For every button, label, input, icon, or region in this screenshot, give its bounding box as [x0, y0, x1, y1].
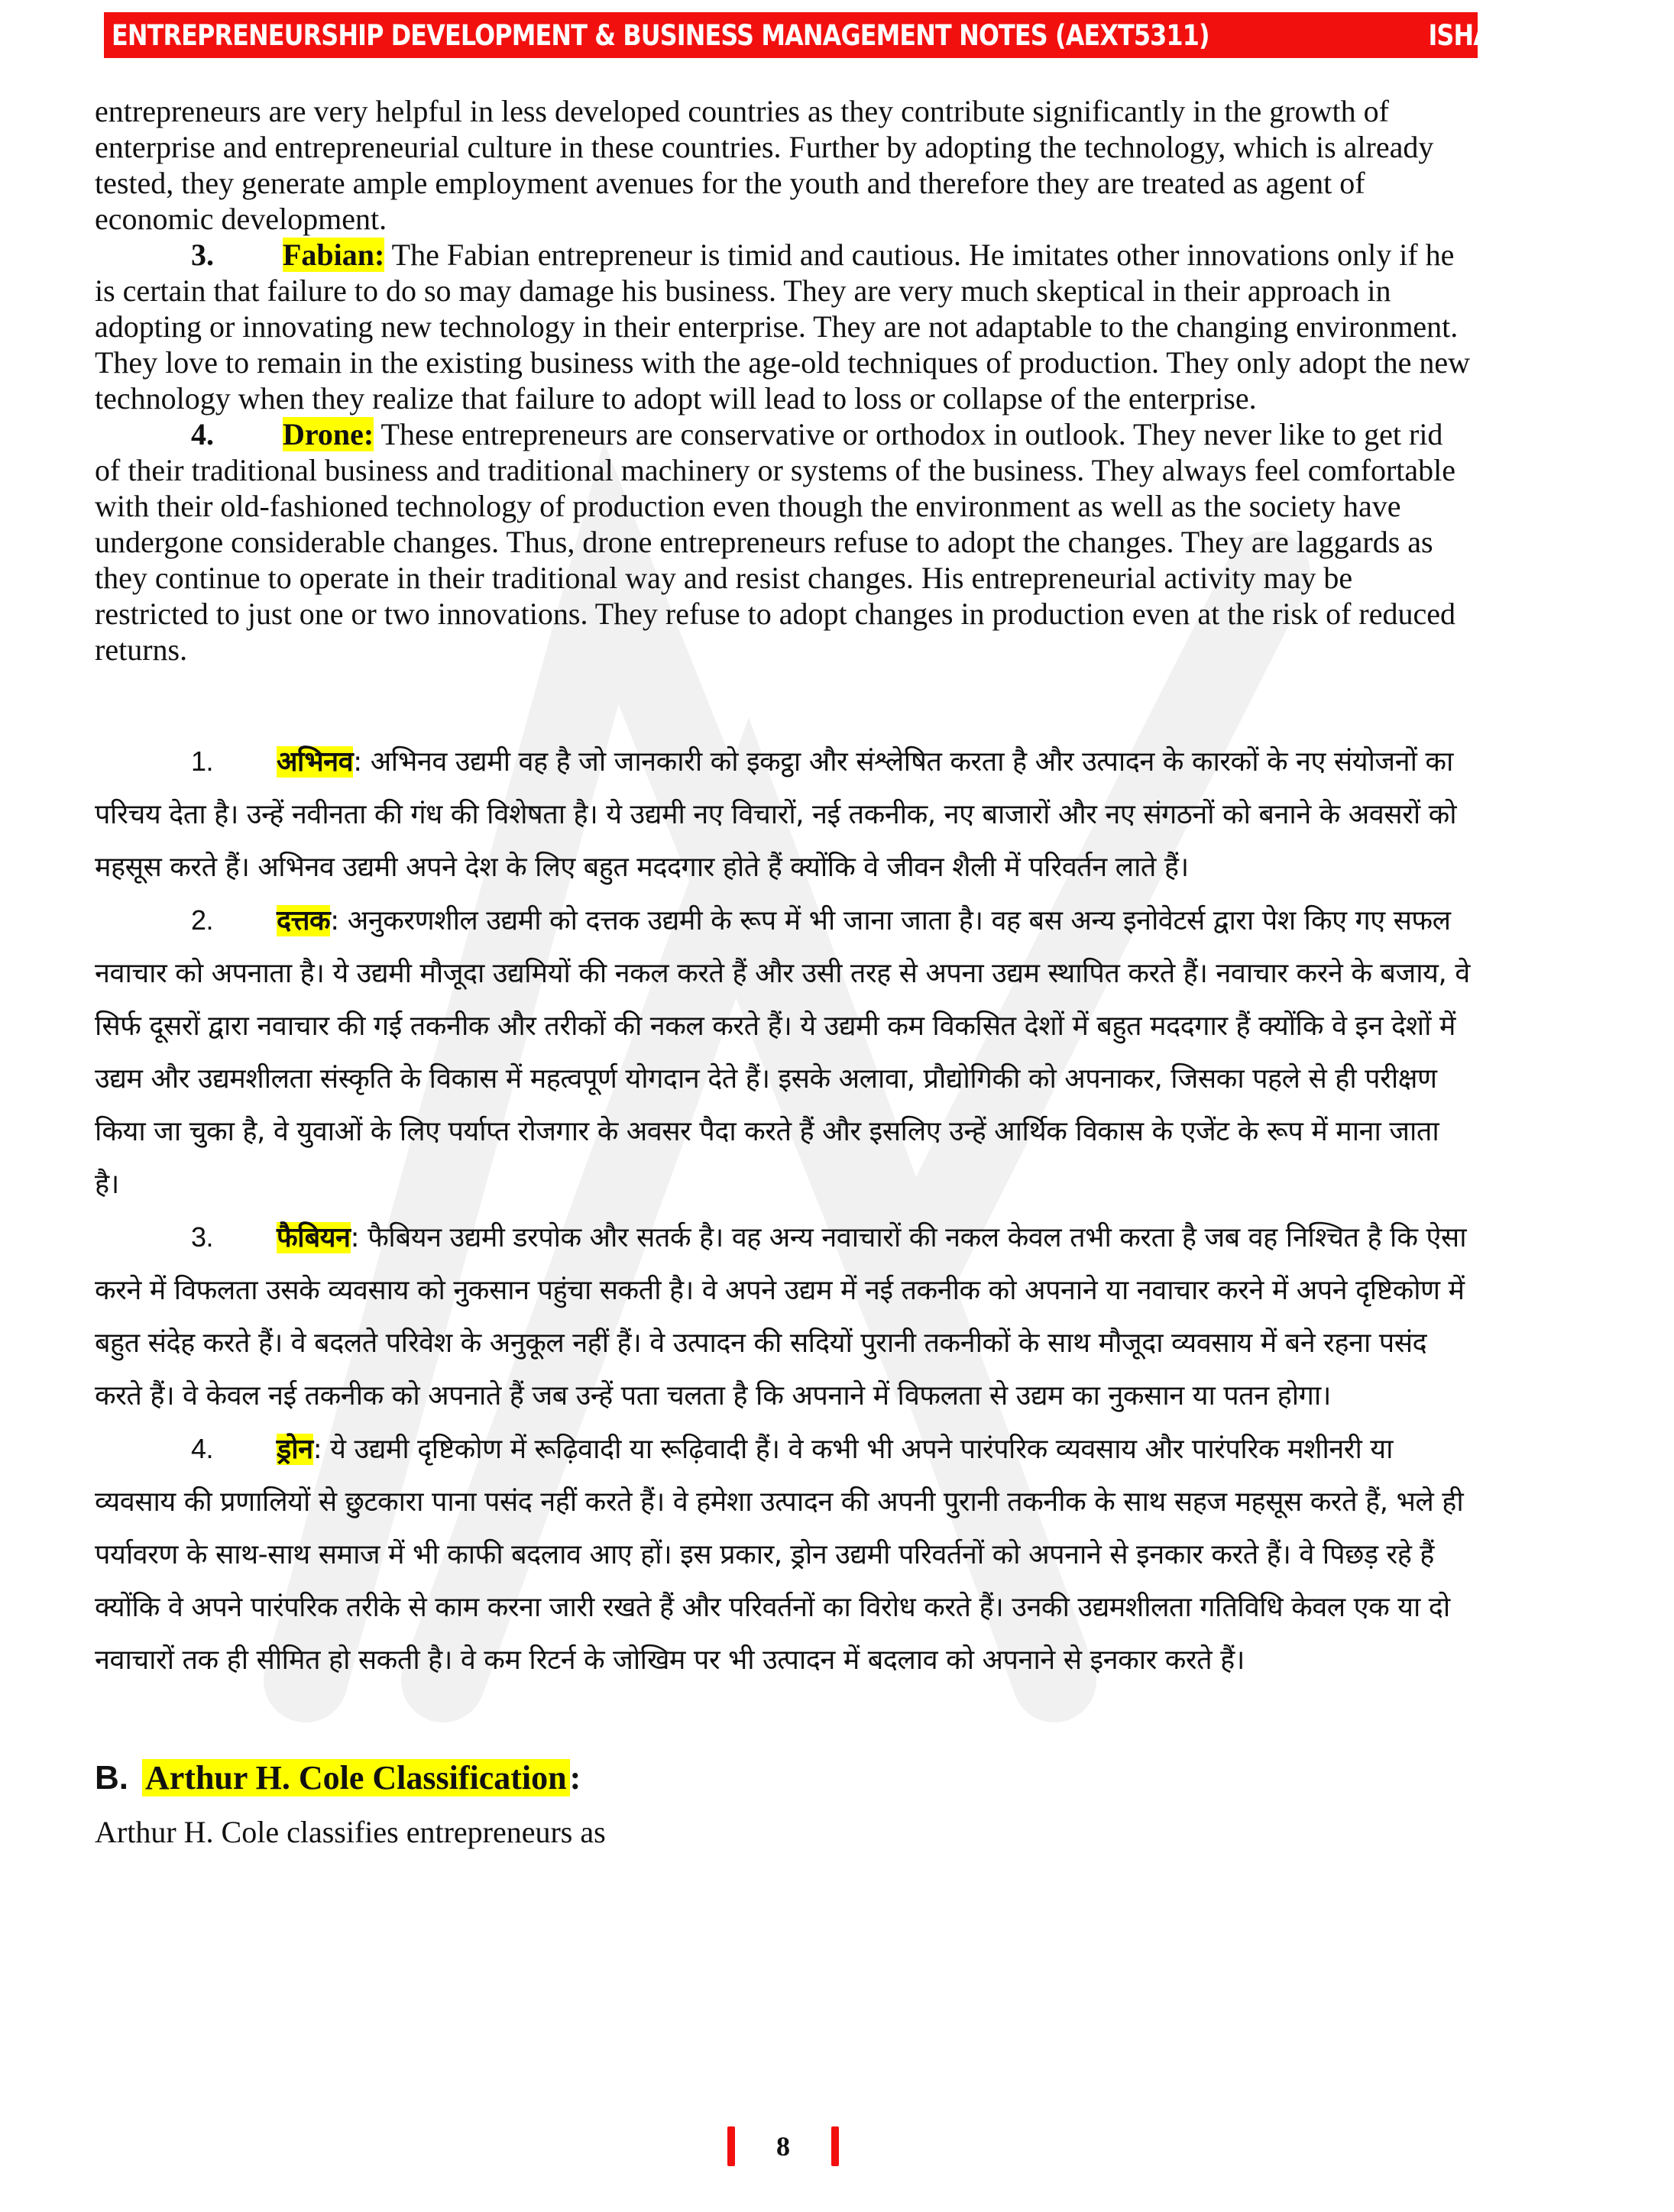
header-title: ENTREPRENEURSHIP DEVELOPMENT & BUSINESS MANAGEMENT NOTES (AEXT5311) — [112, 18, 1209, 52]
section-heading — [95, 1755, 1470, 1801]
hindi-item-imitative — [95, 894, 1470, 1211]
term-fabian: Fabian: — [283, 238, 385, 272]
header-author: ISHAN DEWANGAN — [1428, 18, 1674, 52]
page-number — [727, 2123, 839, 2169]
item-number: 3. — [191, 238, 214, 272]
term-drone: Drone: — [283, 417, 374, 451]
intro-paragraph: entrepreneurs are very helpful in less developed countries as they contribute significantly in the growth of enterprise and entrepreneurial culture in these countries. Further by adopting the technology, which is already tested, they generate ample employment avenues for the youth and therefore they are treated as agent of economic development. — [95, 94, 1434, 236]
page-number-right-bar — [831, 2126, 839, 2166]
item-text: : ये उद्यमी दृष्टिकोण में रूढ़िवादी या रूढ़िवादी हैं। वे कभी भी अपने पारंपरिक व्यवसाय और पारंपरिक मशीनरी या व्यवसाय की प्रणालियों से छुटकारा पाना पसंद नहीं करते हैं। वे हमेशा उत्पादन की अपनी पुरानी तकनीक के साथ सहज महसूस करते हैं, भले ही पर्यावरण के साथ-साथ समाज में भी काफी बदलाव आए हों। इस प्रकार, ड्रोन उद्यमी परिवर्तनों को अपनाने से इनकार करते हैं। वे पिछड़ रहे हैं क्योंकि वे अपने पारंपरिक तरीके से काम करना जारी रखते हैं और परिवर्तनों का विरोध करते हैं। उनकी उद्यमशीलता गतिविधि केवल एक या दो नवाचारों तक ही सीमित हो सकती है। वे कम रिटर्न के जोखिम पर भी उत्पादन में बदलाव को अपनाने से इनकार करते हैं। — [95, 1434, 1464, 1676]
item-number: 1. — [191, 745, 214, 777]
page-number-left-bar — [727, 2126, 735, 2166]
page-number-text: 8 — [776, 2131, 790, 2162]
hindi-item-innovative — [95, 735, 1470, 894]
hindi-item-fabian — [95, 1211, 1470, 1422]
item-drone — [95, 416, 1470, 668]
hindi-item-drone — [95, 1422, 1470, 1686]
page-header — [104, 12, 1674, 58]
item-number: 3. — [191, 1221, 214, 1253]
item-text: These entrepreneurs are conservative or orthodox in outlook. They never like to get rid of their traditional business and traditional machinery or systems of the business. They always feel comfortable with their old-fashioned technology of production even though the environment as well as the society have undergone considerable changes. Thus, drone entrepreneurs refuse to adopt the changes. They are laggards as they continue to operate in their traditional way and resist changes. His entrepreneurial activity may be restricted to just one or two innovations. They refuse to adopt changes in production even at the risk of reduced returns. — [95, 417, 1456, 667]
term-dattak: दत्तक — [277, 905, 331, 936]
hindi-section — [95, 735, 1470, 1686]
section-text: Arthur H. Cole classifies entrepreneurs as — [95, 1815, 606, 1849]
item-fabian — [95, 237, 1470, 416]
page-content — [95, 93, 1470, 1856]
section-title: Arthur H. Cole Classification — [142, 1759, 570, 1796]
english-section — [95, 93, 1470, 668]
term-abhinav: अभिनव — [277, 746, 354, 778]
term-fabian-hindi: फैबियन — [277, 1222, 351, 1253]
item-text: : फैबियन उद्यमी डरपोक और सतर्क है। वह अन्य नवाचारों की नकल केवल तभी करता है जब वह निश्चित है कि ऐसा करने में विफलता उसके व्यवसाय को नुकसान पहुंचा सकती है। वे अपने उद्यम में नई तकनीक को अपनाने या नवाचार करने में अपने दृष्टिकोण में बहुत संदेह करते हैं। वे बदलते परिवेश के अनुकूल नहीं हैं। वे उत्पादन की सदियों पुरानी तकनीकों के साथ मौजूदा व्यवसाय में बने रहना पसंद करते हैं। वे केवल नई तकनीक को अपनाते हैं जब उन्हें पता चलता है कि अपनाने में विफलता से उद्यम का नुकसान या पतन होगा। — [95, 1222, 1467, 1412]
section-letter: B. — [95, 1759, 128, 1796]
section-colon: : — [569, 1759, 581, 1796]
item-text: : अभिनव उद्यमी वह है जो जानकारी को इकट्ठा और संश्लेषित करता है और उत्पादन के कारकों के नए संयोजनों का परिचय देता है। उन्हें नवीनता की गंध की विशेषता है। ये उद्यमी नए विचारों, नई तकनीक, नए बाजारों और नए संगठनों को बनाने के अवसरों को महसूस करते हैं। अभिनव उद्यमी अपने देश के लिए बहुत मददगार होते हैं क्योंकि वे जीवन शैली में परिवर्तन लाते हैं। — [95, 746, 1457, 883]
item-number: 4. — [191, 417, 214, 451]
item-number: 4. — [191, 1433, 214, 1464]
item-text: : अनुकरणशील उद्यमी को दत्तक उद्यमी के रूप में भी जाना जाता है। वह बस अन्य इनोवेटर्स द्वारा पेश किए गए सफल नवाचार को अपनाता है। ये उद्यमी मौजूदा उद्यमियों की नकल करते हैं और उसी तरह से अपना उद्यम स्थापित करते हैं। नवाचार करने के बजाय, वे सिर्फ दूसरों द्वारा नवाचार की गई तकनीक और तरीकों की नकल करते हैं। ये उद्यमी कम विकसित देशों में बहुत मददगार हैं क्योंकि वे इन देशों में उद्यम और उद्यमशीलता संस्कृति के विकास में महत्वपूर्ण योगदान देते हैं। इसके अलावा, प्रौद्योगिकी को अपनाकर, जिसका पहले से ही परीक्षण किया जा चुका है, वे युवाओं के लिए पर्याप्त रोजगार के अवसर पैदा करते हैं और इसलिए उन्हें आर्थिक विकास के एजेंट के रूप में माना जाता है। — [95, 905, 1470, 1200]
term-drone-hindi: ड्रोन — [277, 1434, 313, 1465]
item-number: 2. — [191, 904, 214, 936]
item-text: The Fabian entrepreneur is timid and cautious. He imitates other innovations only if he is certain that failure to do so may damage his business. They are very much skeptical in their approach in adopting or innovating new technology in their enterprise. They are not adaptable to the changing environment. They love to remain in the existing business with the age-old techniques of production. They only adopt the new technology when they realize that failure to adopt will lead to loss or collapse of the enterprise. — [95, 238, 1470, 416]
